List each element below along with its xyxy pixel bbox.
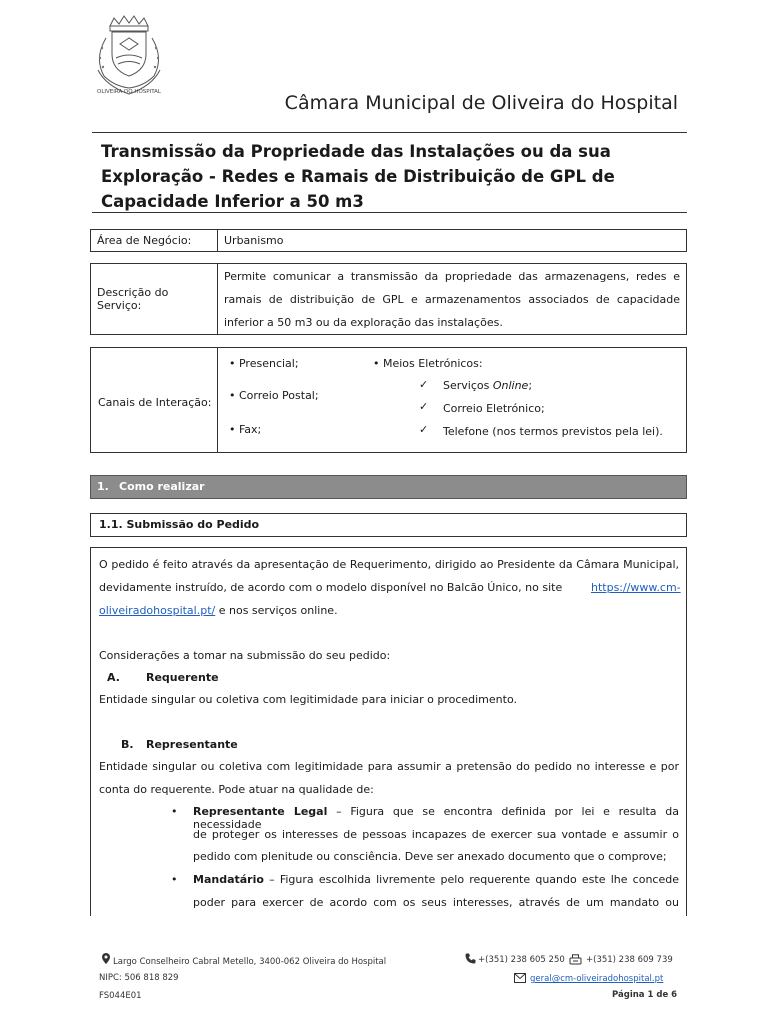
- phone-icon: [465, 953, 476, 964]
- subsection-title: 1.1. Submissão do Pedido: [99, 518, 260, 531]
- item-b-letter: B.: [121, 738, 134, 751]
- check-icon: ✓: [419, 423, 429, 436]
- title-top-rule: [92, 132, 687, 133]
- business-area-value: Urbanismo: [218, 230, 687, 252]
- p1-line-1: O pedido é feito através da apresentação de Requerimento, dirigido ao Presidente da Câmara Municipal,: [99, 558, 679, 571]
- email-icon: [514, 973, 526, 983]
- interaction-channels-box: [90, 347, 687, 453]
- location-pin-icon: [102, 953, 110, 964]
- footer-email-link[interactable]: geral@cm-oliveiradohospital.pt: [530, 974, 664, 984]
- representante-legal-text: – Figura que se encontra definida por lei e resulta da necessidade: [193, 805, 679, 831]
- item-a-title: Requerente: [146, 671, 219, 684]
- section-title: Como realizar: [119, 480, 205, 493]
- representante-legal-line-3: pedido com plenitude ou consciência. Deve ser anexado documento que o comprove;: [193, 850, 667, 863]
- representante-legal-title: Representante Legal: [193, 805, 328, 818]
- balcao-unico-link-part2[interactable]: oliveiradohospital.pt/: [99, 604, 216, 617]
- service-description-label: Descrição do Serviço:: [91, 264, 218, 335]
- p1-line-2: devidamente instruído, de acordo com o modelo disponível no Balcão Único, no site: [99, 581, 563, 594]
- item-b-title: Representante: [146, 738, 238, 751]
- item-b-line-2: conta do requerente. Pode atuar na qualidade de:: [99, 783, 374, 796]
- footer-phone: +(351) 238 605 250: [478, 955, 565, 965]
- mandatario-text: – Figura escolhida livremente pelo requerente quando este lhe concede: [263, 873, 679, 886]
- channel-fax: • Fax;: [229, 423, 262, 436]
- check-icon: ✓: [419, 400, 429, 413]
- mandatario-line-1: [193, 873, 679, 886]
- submission-content: [90, 547, 687, 916]
- balcao-unico-link-part1[interactable]: https://www.cm-: [591, 581, 681, 594]
- servicos-online-suffix: ;: [528, 379, 533, 392]
- mandatario-title: Mandatário: [193, 873, 264, 886]
- bullet-representante-legal: •: [171, 805, 178, 818]
- title-line-1: Transmissão da Propriedade das Instalações ou da sua: [101, 142, 611, 161]
- title-line-3: Capacidade Inferior a 50 m3: [101, 192, 364, 211]
- title-line-2: Exploração - Redes e Ramais de Distribuição de GPL de: [101, 167, 615, 186]
- business-area-label: Área de Negócio:: [91, 230, 218, 252]
- municipality-name: Câmara Municipal de Oliveira do Hospital: [284, 92, 678, 114]
- service-description-table: [90, 263, 687, 335]
- footer-fax: +(351) 238 609 739: [586, 955, 673, 965]
- item-a-text: Entidade singular ou coletiva com legitimidade para iniciar o procedimento.: [99, 693, 517, 706]
- item-a-letter: A.: [107, 671, 120, 684]
- bullet-mandatario: •: [171, 873, 178, 886]
- footer-form-code: FS044E01: [99, 991, 142, 1001]
- interaction-channels-label-cell: [91, 348, 218, 452]
- channel-servicos-online: [443, 379, 532, 392]
- channel-telefone: Telefone (nos termos previstos pela lei).: [443, 425, 663, 438]
- fax-icon: [569, 954, 582, 965]
- section-how-to-header: [90, 475, 687, 499]
- item-b-line-1: Entidade singular ou coletiva com legitimidade para assumir a pretensão do pedido no interesse e por: [99, 760, 679, 773]
- mandatario-line-2: poder para exercer de acordo com os seus interesses, através de um mandato ou: [193, 896, 679, 909]
- channel-correio-eletronico: Correio Eletrónico;: [443, 402, 545, 415]
- crest-caption: OLIVEIRA DO HOSPITAL: [97, 89, 161, 95]
- business-area-table: [90, 229, 687, 252]
- interaction-channels-label: Canais de Interação:: [98, 396, 212, 409]
- p1-line-3: [99, 604, 338, 617]
- consideracoes-text: Considerações a tomar na submissão do seu pedido:: [99, 649, 391, 662]
- municipal-crest-logo: [88, 14, 170, 98]
- subsection-header: [90, 513, 687, 537]
- servicos-online-emphasis: Online: [492, 379, 529, 392]
- footer-nipc: NIPC: 506 818 829: [99, 973, 179, 983]
- p1-line-3-rest: e nos serviços online.: [215, 604, 338, 617]
- servicos-online-prefix: Serviços: [443, 379, 493, 392]
- channel-meios-eletronicos: • Meios Eletrónicos:: [373, 357, 483, 370]
- footer-page-number: Página 1 de 6: [612, 990, 678, 1000]
- document-title: [101, 139, 661, 214]
- footer-address: Largo Conselheiro Cabral Metello, 3400-062 Oliveira do Hospital: [113, 957, 387, 967]
- service-description-text: Permite comunicar a transmissão da propriedade das armazenagens, redes e ramais de distribuição de GPL e armazenamentos associados de capacidade inferior a 50 m3 ou da exploração das instalações.: [218, 264, 687, 335]
- title-bottom-rule: [92, 212, 687, 213]
- channel-presencial: • Presencial;: [229, 357, 299, 370]
- channel-correio-postal: • Correio Postal;: [229, 389, 319, 402]
- check-icon: ✓: [419, 378, 429, 391]
- section-number: 1.: [97, 480, 109, 493]
- representante-legal-line-2: de proteger os interesses de pessoas incapazes de exercer sua vontade e assumir o: [193, 828, 679, 841]
